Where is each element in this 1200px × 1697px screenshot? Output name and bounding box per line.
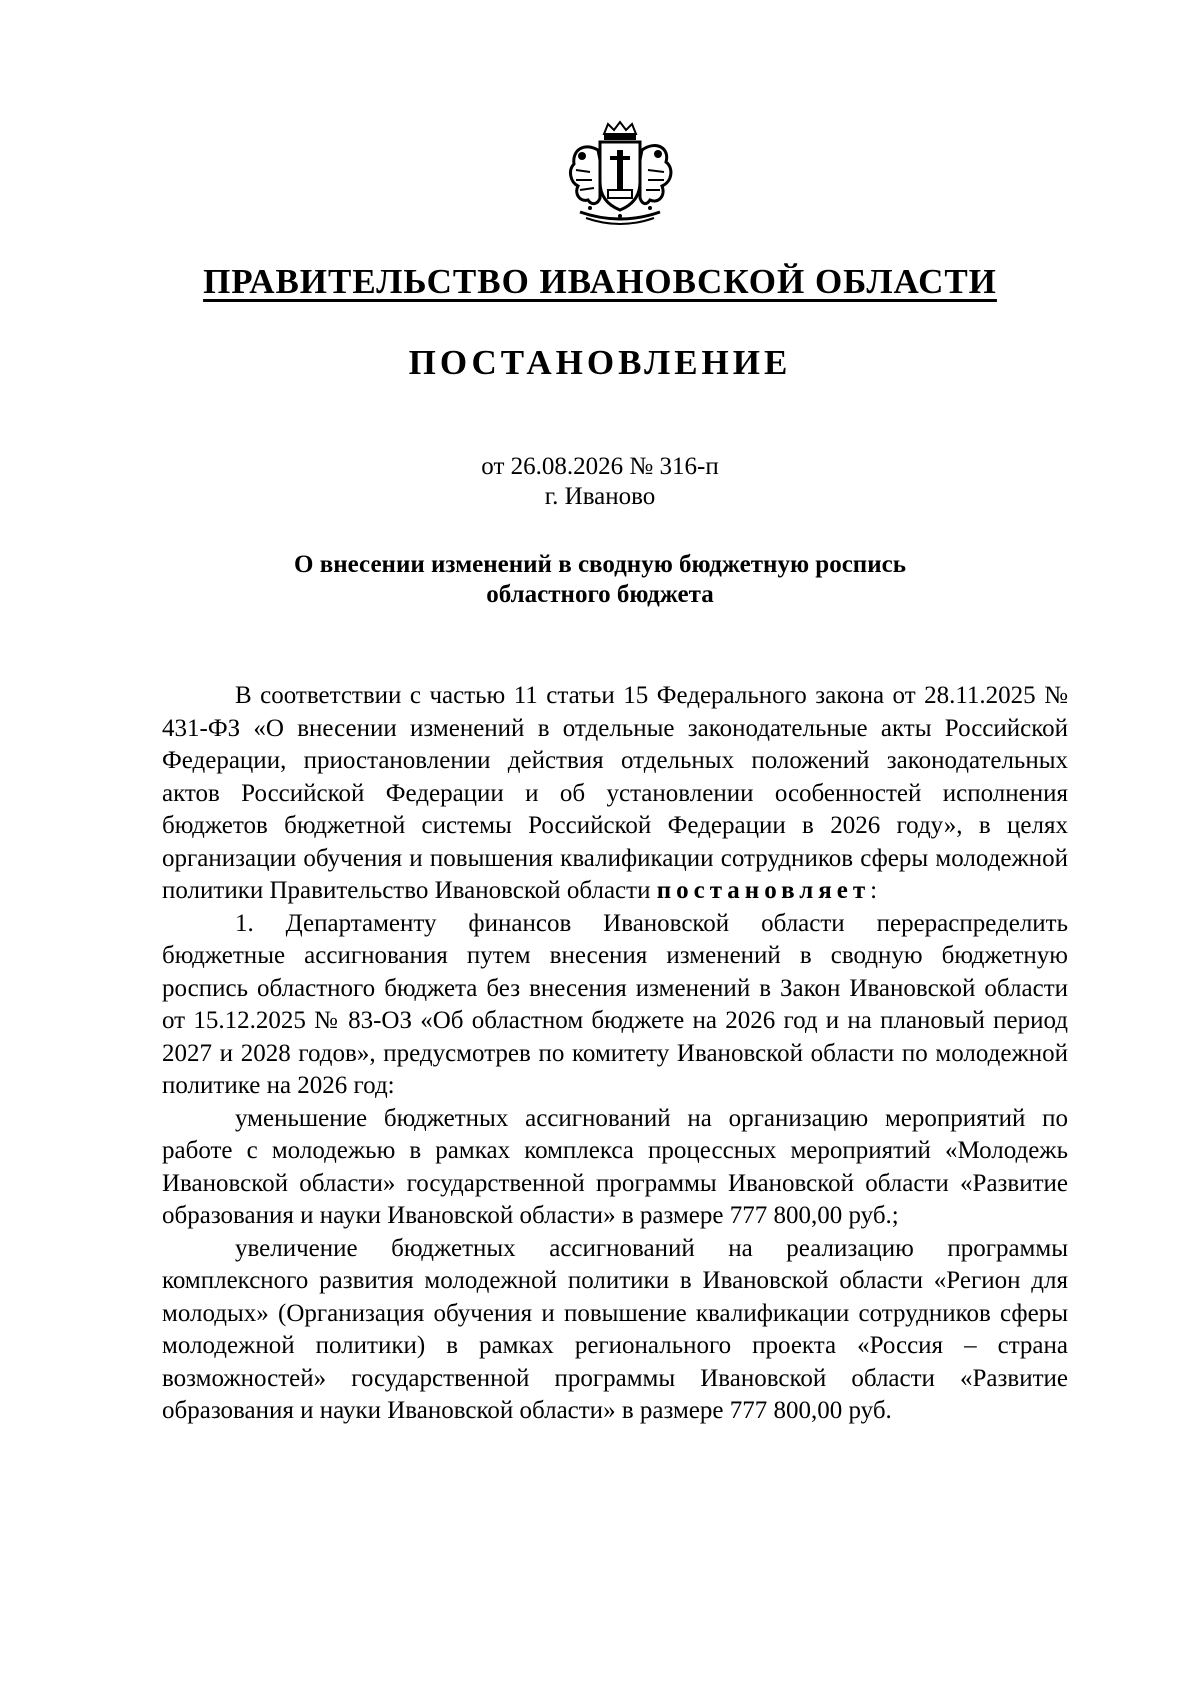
ivanovo-coat-of-arms-icon bbox=[560, 120, 680, 232]
item-1-paragraph: 1. Департаменту финансов Ивановской области перераспределить бюджетные ассигнования путем внесения изменений в сводную бюджетную роспись областного бюджета без внесения изменений в Закон Ивановской области от 15.12.2025 № 83-ОЗ «Об областном бюджете на 2026 год и на плановый период 2027 и 2028 годов», предусмотрев по комитету Ивановской области по молодежной политике на 2026 год: bbox=[162, 909, 1068, 1099]
government-name-text: ПРАВИТЕЛЬСТВО ИВАНОВСКОЙ ОБЛАСТИ bbox=[203, 262, 997, 301]
subject-line-1: О внесении изменений в сводную бюджетную роспись bbox=[294, 551, 906, 578]
increase-paragraph: увеличение бюджетных ассигнований на реализацию программы комплексного развития молодежной политики в Ивановской области «Регион для молодых» (Организация обучения и повышение квалификации сотрудников сферы молодежной политики) в рамках регионального проекта «Россия – страна возможностей» государственной программы Ивановской области «Развитие образования и науки Ивановской области» в размере 777 800,00 руб. bbox=[162, 1234, 1068, 1424]
document-meta bbox=[0, 452, 1200, 512]
resolves-word: постановляет bbox=[656, 877, 871, 904]
preamble-text: В соответствии с частью 11 статьи 15 Федерального закона от 28.11.2025 № 431-ФЗ «О внесении изменений в отдельные законодательные акты Российской Федерации, приостановлении действия отдельных положений законодательных актов Российской Федерации и об установлении особенностей исполнения бюджетов бюджетной системы Российской Федерации в 2026 году», в целях организации обучения и повышения квалификации сотрудников сферы молодежной политики Правительство Ивановской области bbox=[162, 682, 1068, 904]
resolves-colon: : bbox=[870, 877, 878, 904]
decrease-paragraph: уменьшение бюджетных ассигнований на организацию мероприятий по работе с молодежью в рамках комплекса процессных мероприятий «Молодежь Ивановской области» государственной программы Ивановской области «Развитие образования и науки Ивановской области» в размере 777 800,00 руб.; bbox=[162, 1104, 1068, 1229]
preamble-paragraph bbox=[162, 680, 1068, 908]
document-subject bbox=[0, 550, 1200, 610]
city: г. Иваново bbox=[544, 483, 656, 510]
document-body bbox=[162, 680, 1068, 1428]
document-type: ПОСТАНОВЛЕНИЕ bbox=[408, 343, 792, 382]
subject-line-2: областного бюджета bbox=[486, 581, 714, 608]
government-name bbox=[0, 262, 1200, 302]
date-number: от 26.08.2026 № 316-п bbox=[481, 453, 719, 480]
